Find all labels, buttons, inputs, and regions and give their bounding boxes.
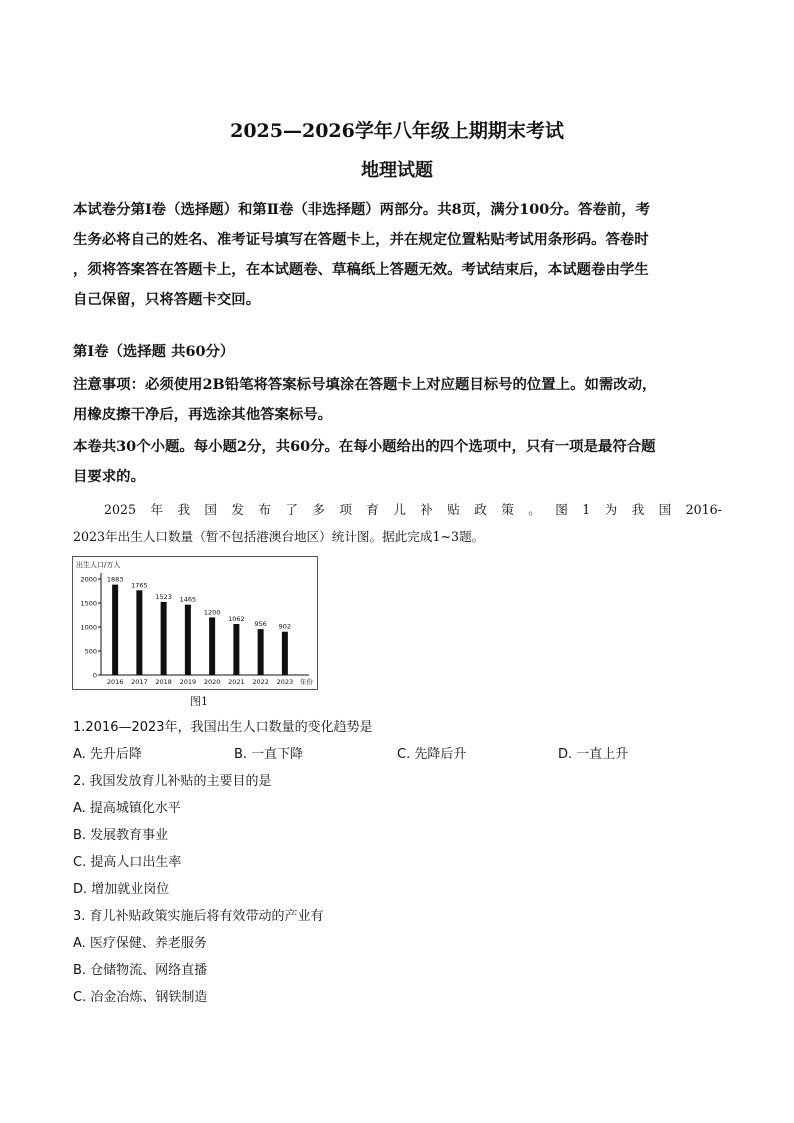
bar-value-label: 1465 xyxy=(179,595,197,604)
bar-value-label: 1200 xyxy=(203,608,221,617)
material-stem-line2: 2023年出生人口数量（暂不包括港澳台地区）统计图。据此完成1~3题。 xyxy=(73,529,485,544)
stem-word: 补 xyxy=(420,502,433,517)
x-axis-title: 年份 xyxy=(300,678,313,686)
stem-word: 为 xyxy=(604,502,618,517)
bar xyxy=(112,585,118,675)
option-b: B. 一直下降 xyxy=(234,747,304,762)
stem-word: 育 xyxy=(366,502,379,517)
option-c: C. 提高人口出生率 xyxy=(73,855,182,870)
exam-subject: 地理试题 xyxy=(361,160,433,181)
stem-word: 1 xyxy=(582,502,591,517)
figure-caption: 图1 xyxy=(190,695,208,708)
bar xyxy=(136,590,142,675)
x-tick-label: 2017 xyxy=(131,678,148,686)
intro-line: 本试卷分第Ⅰ卷（选择题）和第Ⅱ卷（非选择题）两部分。共8页，满分100分。答卷前，考 xyxy=(73,201,650,218)
option-a: A. 提高城镇化水平 xyxy=(73,801,181,816)
birth-population-chart xyxy=(72,556,318,690)
bar xyxy=(258,629,264,675)
question-1-options xyxy=(73,743,723,763)
y-tick-label: 1000 xyxy=(80,623,97,632)
question-3-stem: 3. 育儿补贴政策实施后将有效带动的产业有 xyxy=(73,909,324,924)
bar-value-label: 1062 xyxy=(228,615,245,624)
bar-value-label: 902 xyxy=(278,622,292,631)
y-tick-label: 500 xyxy=(84,647,97,656)
option-b: B. 仓储物流、网络直播 xyxy=(73,963,208,978)
bar xyxy=(209,617,215,675)
stem-word: 我 xyxy=(631,502,645,517)
option-c: C. 冶金冶炼、钢铁制造 xyxy=(73,990,208,1005)
x-tick-label: 2022 xyxy=(252,678,269,686)
x-tick-label: 2018 xyxy=(155,678,172,686)
stem-word: 发 xyxy=(231,502,244,517)
bar xyxy=(282,632,288,675)
intro-line: 自己保留，只将答题卡交回。 xyxy=(73,291,261,308)
question-2-stem: 2. 我国发放育儿补贴的主要目的是 xyxy=(73,774,272,789)
y-axis-title: 出生人口/万人 xyxy=(76,561,121,569)
stem-word: 布 xyxy=(258,502,271,517)
stem-word: 国 xyxy=(658,502,672,517)
material-stem-line1 xyxy=(104,496,722,523)
bar-value-label: 1883 xyxy=(106,575,124,584)
option-a: A. 医疗保健、养老服务 xyxy=(73,936,207,951)
y-tick-label: 1500 xyxy=(80,599,97,608)
bar-value-label: 956 xyxy=(254,620,267,629)
option-a: A. 先升后降 xyxy=(73,747,142,762)
stem-word: 贴 xyxy=(447,502,460,517)
option-d: D. 增加就业岗位 xyxy=(73,882,170,897)
chart-canvas xyxy=(73,557,317,689)
x-tick-label: 2023 xyxy=(276,678,294,686)
stem-word: 我 xyxy=(177,502,191,517)
x-tick-label: 2019 xyxy=(179,678,197,686)
notice-paragraph xyxy=(73,370,723,430)
rules-paragraph xyxy=(73,432,723,492)
stem-word: 儿 xyxy=(393,502,406,517)
section-heading: 第Ⅰ卷（选择题 共60分） xyxy=(73,343,235,360)
intro-paragraph xyxy=(73,195,723,315)
stem-word: 项 xyxy=(339,502,352,517)
stem-word: 2016- xyxy=(685,502,722,517)
stem-word: 国 xyxy=(204,502,218,517)
bar-value-label: 1523 xyxy=(155,592,172,601)
stem-word: 政 xyxy=(474,502,487,517)
bar xyxy=(233,624,239,675)
x-tick-label: 2021 xyxy=(228,678,245,686)
exam-title: 2025—2026学年八年级上期期末考试 xyxy=(230,120,564,142)
option-b: B. 发展教育事业 xyxy=(73,828,169,843)
notice-line: 用橡皮擦干净后，再选涂其他答案标号。 xyxy=(73,406,333,423)
rules-line: 目要求的。 xyxy=(73,468,145,485)
option-d: D. 一直上升 xyxy=(558,747,629,762)
stem-word: 了 xyxy=(285,502,298,517)
stem-word: 策 xyxy=(501,502,514,517)
x-tick-label: 2020 xyxy=(203,678,221,686)
intro-line: ，须将答案答在答题卡上，在本试题卷、草稿纸上答题无效。考试结束后，本试题卷由学生 xyxy=(73,261,649,278)
option-c: C. 先降后升 xyxy=(397,747,467,762)
bar xyxy=(161,602,167,675)
bar-value-label: 1765 xyxy=(131,581,148,590)
stem-word: 2025 xyxy=(104,502,137,517)
intro-line: 生务必将自己的姓名、准考证号填写在答题卡上，并在规定位置粘贴考试用条形码。答卷时 xyxy=(73,231,649,248)
bar xyxy=(185,605,191,675)
stem-word: 。 xyxy=(528,502,541,517)
stem-word: 多 xyxy=(312,502,325,517)
rules-line: 本卷共30个小题。每小题2分，共60分。在每小题给出的四个选项中，只有一项是最符合题 xyxy=(73,438,656,455)
question-1-stem: 1.2016—2023年，我国出生人口数量的变化趋势是 xyxy=(73,720,373,735)
y-tick-label: 2000 xyxy=(80,575,97,584)
x-tick-label: 2016 xyxy=(106,678,124,686)
y-tick-label: 0 xyxy=(92,671,97,680)
notice-line: 注意事项：必须使用2B铅笔将答案标号填涂在答题卡上对应题目标号的位置上。如需改动， xyxy=(73,376,657,393)
stem-word: 年 xyxy=(150,502,164,517)
stem-word: 图 xyxy=(555,502,568,517)
